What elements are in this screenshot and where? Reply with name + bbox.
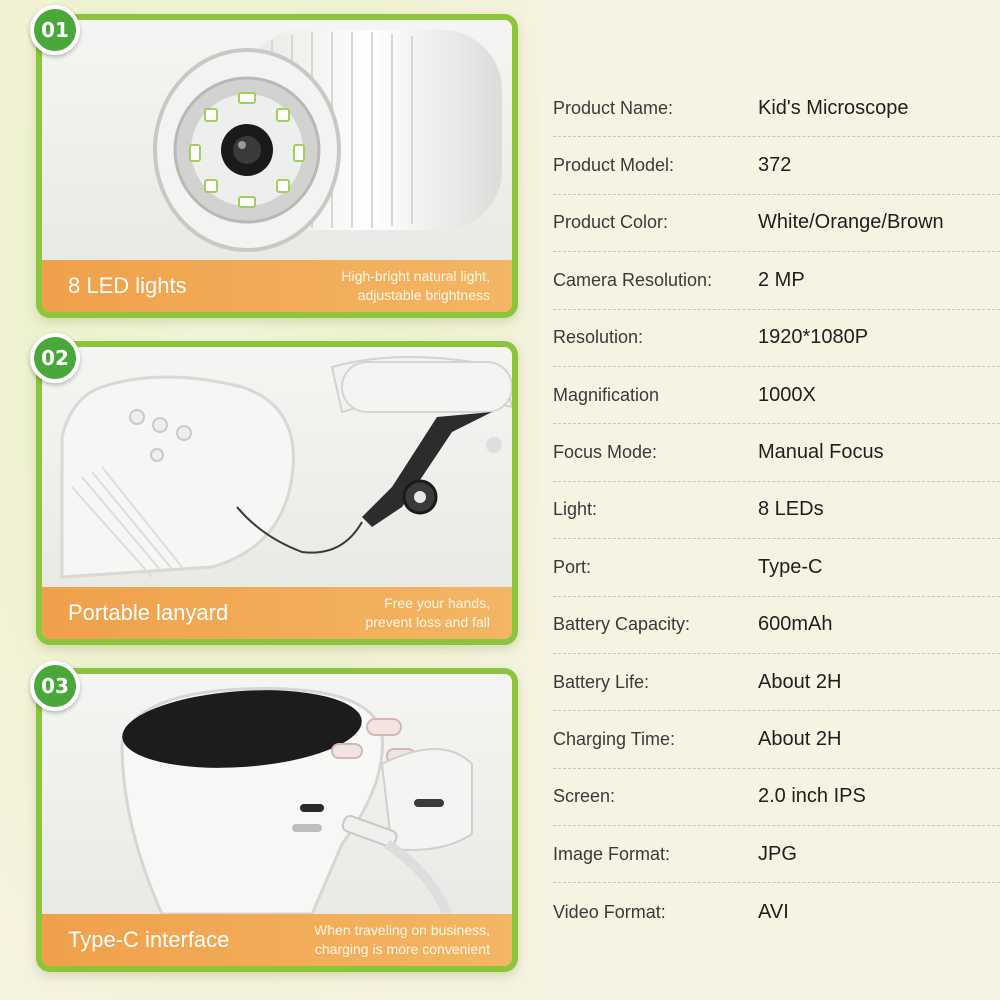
feature-card-lanyard bbox=[36, 341, 518, 645]
spec-row bbox=[553, 137, 1000, 194]
spec-label: Port: bbox=[553, 556, 592, 577]
spec-row bbox=[553, 711, 1000, 768]
feature-strip-typec bbox=[42, 914, 512, 966]
spec-row bbox=[553, 769, 1000, 826]
spec-row bbox=[553, 539, 1000, 596]
feature-badge-1: 01 bbox=[30, 5, 80, 55]
spec-label: Light: bbox=[553, 499, 598, 520]
typec-port-photo bbox=[42, 674, 512, 914]
feature-card-typec bbox=[36, 668, 518, 972]
spec-row bbox=[553, 597, 1000, 654]
spec-row bbox=[553, 654, 1000, 711]
spec-value: AVI bbox=[758, 900, 789, 923]
spec-value: 600mAh bbox=[758, 613, 833, 636]
feature-description: When traveling on business, charging is more convenient bbox=[314, 922, 490, 957]
spec-value: About 2H bbox=[758, 670, 842, 693]
spec-label: Product Name: bbox=[553, 97, 674, 118]
feature-title: Portable lanyard bbox=[68, 600, 229, 625]
lanyard-photo bbox=[42, 347, 512, 587]
spec-value: Kid's Microscope bbox=[758, 96, 909, 119]
spec-value: 372 bbox=[758, 154, 792, 177]
spec-row bbox=[553, 195, 1000, 252]
spec-label: Screen: bbox=[553, 786, 616, 807]
spec-row bbox=[553, 80, 1000, 137]
spec-row bbox=[553, 883, 1000, 940]
spec-row bbox=[553, 310, 1000, 367]
spec-label: Product Color: bbox=[553, 212, 669, 233]
spec-value: White/Orange/Brown bbox=[758, 211, 944, 234]
spec-label: Resolution: bbox=[553, 327, 644, 348]
spec-row bbox=[553, 826, 1000, 883]
feature-title: Type-C interface bbox=[68, 927, 230, 952]
feature-description: Free your hands, prevent loss and fall bbox=[365, 595, 490, 630]
feature-badge-2: 02 bbox=[30, 333, 80, 383]
spec-row bbox=[553, 424, 1000, 481]
spec-value: 1920*1080P bbox=[758, 326, 869, 349]
spec-row bbox=[553, 482, 1000, 539]
spec-row bbox=[553, 252, 1000, 309]
microscope-lens-photo bbox=[42, 20, 512, 260]
spec-value: About 2H bbox=[758, 727, 842, 750]
feature-card-led bbox=[36, 14, 518, 318]
spec-value: JPG bbox=[758, 842, 797, 865]
spec-value: 2 MP bbox=[758, 268, 805, 291]
spec-label: Image Format: bbox=[553, 843, 671, 864]
spec-label: Magnification bbox=[553, 384, 660, 405]
spec-label: Focus Mode: bbox=[553, 442, 658, 463]
feature-title: 8 LED lights bbox=[68, 273, 187, 298]
spec-label: Battery Life: bbox=[553, 671, 650, 692]
spec-value: 1000X bbox=[758, 383, 816, 406]
feature-description: High-bright natural light, adjustable brightness bbox=[341, 268, 490, 303]
feature-strip-lanyard bbox=[42, 587, 512, 639]
spec-value: 8 LEDs bbox=[758, 498, 824, 521]
spec-label: Camera Resolution: bbox=[553, 269, 713, 290]
feature-badge-3: 03 bbox=[30, 661, 80, 711]
feature-strip-led bbox=[42, 260, 512, 312]
spec-value: 2.0 inch IPS bbox=[758, 785, 866, 808]
spec-value: Type-C bbox=[758, 555, 823, 578]
spec-table bbox=[553, 80, 1000, 941]
spec-label: Video Format: bbox=[553, 901, 666, 922]
spec-value: Manual Focus bbox=[758, 441, 884, 464]
spec-label: Charging Time: bbox=[553, 728, 676, 749]
spec-row bbox=[553, 367, 1000, 424]
spec-label: Battery Capacity: bbox=[553, 614, 691, 635]
spec-label: Product Model: bbox=[553, 155, 675, 176]
